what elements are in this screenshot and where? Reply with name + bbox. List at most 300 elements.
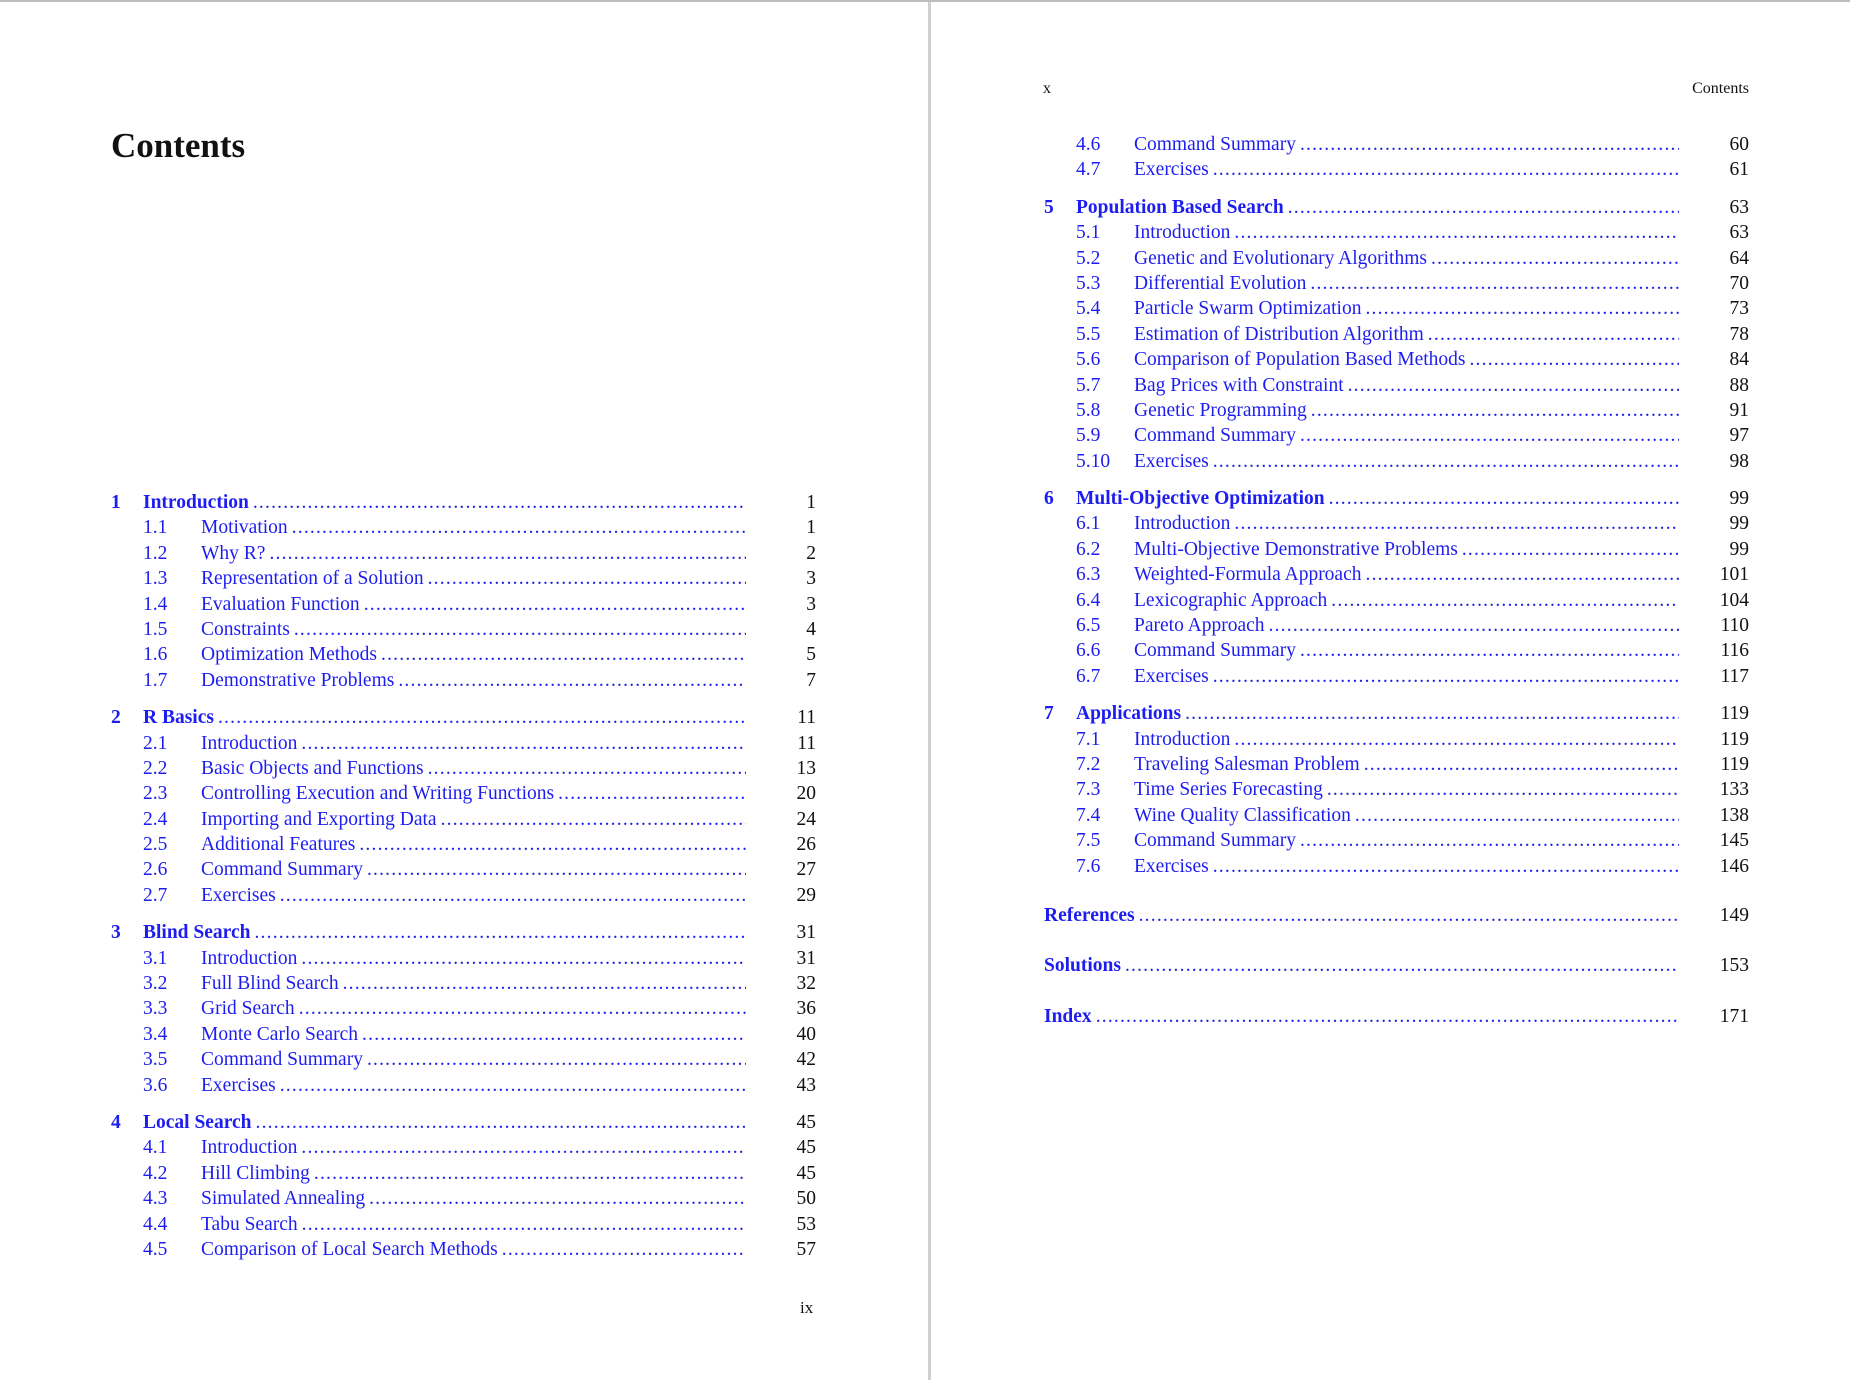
toc-entry-page: 84 [1729, 349, 1749, 371]
toc-entry-number: 2.3 [143, 783, 168, 805]
toc-entry-page: 97 [1729, 425, 1749, 447]
toc-section-entry[interactable] [1044, 664, 1749, 689]
toc-entry-number: 2.2 [143, 757, 168, 779]
toc-entry-page: 57 [796, 1238, 816, 1260]
toc-entry-page: 5 [806, 644, 816, 666]
dot-leader [367, 857, 746, 882]
toc-entry-title[interactable]: Differential Evolution [1134, 272, 1307, 294]
chapter-block [1044, 701, 1749, 879]
toc-entry-title[interactable]: Exercises [201, 884, 276, 906]
toc-section-entry[interactable] [111, 1022, 816, 1047]
dot-leader [1213, 449, 1679, 474]
toc-entry-number: 5.3 [1076, 272, 1101, 294]
toc-section-entry[interactable] [111, 592, 816, 617]
toc-section-entry[interactable] [111, 996, 816, 1021]
toc-entry-number: 4.5 [143, 1238, 168, 1260]
toc-section-entry[interactable] [1044, 562, 1749, 587]
toc-section-entry[interactable] [1044, 449, 1749, 474]
page-number-left: ix [800, 1298, 814, 1317]
toc-entry-page: 133 [1719, 779, 1749, 801]
toc-backmatter-entry[interactable] [1044, 953, 1749, 978]
toc-chapter-entry[interactable] [1044, 195, 1749, 220]
toc-section-entry[interactable] [111, 515, 816, 540]
toc-entry-title[interactable]: Introduction [1134, 513, 1231, 535]
backmatter-list [1044, 903, 1749, 1029]
toc-entry-number: 4.3 [143, 1188, 168, 1210]
toc-entry-number: 2 [111, 707, 121, 729]
toc-entry-title[interactable]: Introduction [201, 1137, 298, 1159]
dot-leader [367, 1047, 746, 1072]
toc-entry-title[interactable]: Why R? [201, 542, 266, 564]
toc-section-entry[interactable] [1044, 246, 1749, 271]
toc-entry-page: 42 [796, 1049, 816, 1071]
toc-entry-title[interactable]: Exercises [1134, 450, 1209, 472]
toc-entry-title[interactable]: Bag Prices with Constraint [1134, 374, 1344, 396]
toc-entry-page: 26 [796, 834, 816, 856]
toc-entry-title[interactable]: Solutions [1044, 955, 1121, 977]
dot-leader [1348, 373, 1679, 398]
toc-entry-page: 63 [1729, 196, 1749, 218]
toc-section-entry[interactable] [1044, 588, 1749, 613]
toc-entry-title[interactable]: Genetic and Evolutionary Algorithms [1134, 247, 1427, 269]
toc-section-entry[interactable] [1044, 347, 1749, 372]
toc-entry-title[interactable]: Particle Swarm Optimization [1134, 298, 1362, 320]
toc-entry-page: 60 [1729, 134, 1749, 155]
toc-chapter-entry[interactable] [111, 920, 816, 945]
toc-section-entry[interactable] [111, 566, 816, 591]
dot-leader [292, 515, 746, 540]
toc-entry-page: 43 [796, 1074, 816, 1096]
toc-entry-title[interactable]: Command Summary [1134, 425, 1296, 447]
toc-entry-number: 1.1 [143, 517, 168, 539]
toc-chapter-entry[interactable] [1044, 701, 1749, 726]
toc-entry-number: 7.6 [1076, 855, 1101, 877]
dot-leader [1234, 727, 1679, 752]
toc-entry-page: 4 [806, 618, 816, 640]
toc-entry-title[interactable]: Tabu Search [201, 1213, 298, 1235]
toc-entry-title[interactable]: Command Summary [1134, 830, 1296, 852]
dot-leader [1355, 803, 1679, 828]
dot-leader [1300, 828, 1679, 853]
dot-leader [1365, 296, 1679, 321]
toc-chapter-entry[interactable] [111, 1110, 816, 1135]
toc-entry-number: 2.1 [143, 732, 168, 754]
toc-entry-title[interactable]: Introduction [143, 492, 249, 513]
toc-entry-number: 2.6 [143, 859, 168, 881]
toc-entry-title[interactable]: Local Search [143, 1111, 252, 1133]
dot-leader [1288, 195, 1679, 220]
toc-entry-page: 99 [1729, 513, 1749, 535]
dot-leader [1327, 777, 1679, 802]
dot-leader [301, 946, 746, 971]
toc-entry-title[interactable]: Representation of a Solution [201, 568, 424, 590]
chapter-block [1044, 486, 1749, 689]
toc-entry-page: 11 [797, 707, 816, 729]
toc-entry-number: 7.5 [1076, 830, 1101, 852]
dot-leader [299, 996, 746, 1021]
toc-entry-number: 6.5 [1076, 615, 1101, 637]
toc-entry-title[interactable]: Hill Climbing [201, 1162, 310, 1184]
toc-entry-number: 6 [1044, 488, 1054, 510]
dot-leader [343, 971, 746, 996]
dot-leader [428, 756, 746, 781]
toc-entry-number: 6.7 [1076, 665, 1101, 687]
toc-entry-page: 99 [1729, 488, 1749, 510]
toc-entry-title[interactable]: Lexicographic Approach [1134, 589, 1328, 611]
toc-right-list [1044, 132, 1749, 1054]
toc-section-entry[interactable] [111, 1073, 816, 1098]
toc-entry-page: 153 [1719, 955, 1749, 977]
toc-entry-title[interactable]: Introduction [201, 947, 298, 969]
toc-entry-title[interactable]: Full Blind Search [201, 973, 339, 995]
toc-entry-title[interactable]: Traveling Salesman Problem [1134, 753, 1360, 775]
chapter-block [111, 705, 816, 908]
toc-section-entry[interactable] [1044, 613, 1749, 638]
toc-entry-page: 45 [796, 1162, 816, 1184]
toc-entry-page: 119 [1720, 728, 1749, 750]
dot-leader [441, 807, 746, 832]
toc-entry-page: 171 [1719, 1005, 1749, 1027]
toc-entry-title[interactable]: Exercises [1134, 665, 1209, 687]
toc-entry-page: 117 [1720, 665, 1749, 687]
toc-section-entry[interactable] [1044, 132, 1749, 157]
page-title: Contents [111, 126, 246, 165]
toc-entry-number: 6.3 [1076, 564, 1101, 586]
dot-leader [558, 781, 746, 806]
dot-leader [280, 883, 746, 908]
toc-entry-page: 145 [1719, 830, 1749, 852]
toc-entry-title[interactable]: Multi-Objective Optimization [1076, 488, 1325, 510]
toc-entry-page: 13 [796, 757, 816, 779]
toc-entry-number: 1.6 [143, 644, 168, 666]
chapter-block [1044, 195, 1749, 474]
toc-entry-title[interactable]: Evaluation Function [201, 593, 360, 615]
toc-entry-title[interactable]: Command Summary [1134, 640, 1296, 662]
toc-backmatter-entry[interactable] [1044, 1004, 1749, 1029]
toc-entry-number: 5.10 [1076, 450, 1111, 472]
toc-entry-title[interactable]: Wine Quality Classification [1134, 804, 1351, 826]
toc-entry-number: 3.3 [143, 998, 168, 1020]
toc-section-entry[interactable] [111, 781, 816, 806]
toc-section-entry[interactable] [111, 857, 816, 882]
toc-entry-page: 1 [806, 492, 816, 513]
toc-entry-page: 61 [1729, 159, 1749, 181]
toc-entry-page: 73 [1729, 298, 1749, 320]
toc-entry-number: 7.2 [1076, 753, 1101, 775]
toc-entry-page: 7 [806, 669, 816, 691]
toc-entry-page: 3 [806, 593, 816, 615]
dot-leader [1300, 423, 1679, 448]
dot-leader [1234, 220, 1679, 245]
dot-leader [398, 668, 746, 693]
toc-entry-page: 110 [1720, 615, 1749, 637]
toc-entry-page: 45 [796, 1137, 816, 1159]
toc-entry-number: 5.4 [1076, 298, 1101, 320]
toc-entry-title[interactable]: Introduction [201, 732, 298, 754]
chapter-block [111, 490, 816, 693]
toc-entry-number: 1.7 [143, 669, 168, 691]
toc-entry-page: 149 [1719, 904, 1749, 926]
toc-entry-page: 70 [1729, 272, 1749, 294]
toc-entry-title[interactable]: Multi-Objective Demonstrative Problems [1134, 538, 1458, 560]
dot-leader [359, 832, 746, 857]
toc-entry-title[interactable]: Estimation of Distribution Algorithm [1134, 323, 1424, 345]
toc-section-entry[interactable] [111, 1161, 816, 1186]
toc-section-entry[interactable] [1044, 511, 1749, 536]
dot-leader [294, 617, 746, 642]
toc-entry-number: 2.7 [143, 884, 168, 906]
toc-entry-title[interactable]: Simulated Annealing [201, 1188, 366, 1210]
toc-entry-title[interactable]: R Basics [143, 707, 214, 729]
toc-entry-title[interactable]: Weighted-Formula Approach [1134, 564, 1362, 586]
toc-section-entry[interactable] [111, 832, 816, 857]
toc-entry-page: 138 [1719, 804, 1749, 826]
toc-entry-page: 36 [796, 998, 816, 1020]
toc-section-entry[interactable] [1044, 777, 1749, 802]
toc-entry-title[interactable]: Basic Objects and Functions [201, 757, 424, 779]
toc-entry-page: 40 [796, 1023, 816, 1045]
toc-entry-number: 7.3 [1076, 779, 1101, 801]
toc-entry-title[interactable]: Additional Features [201, 834, 356, 856]
toc-entry-number: 4.4 [143, 1213, 168, 1235]
dot-leader [301, 1135, 746, 1160]
toc-entry-page: 32 [796, 973, 816, 995]
toc-section-entry[interactable] [1044, 752, 1749, 777]
toc-entry-title[interactable]: Pareto Approach [1134, 615, 1265, 637]
toc-entry-page: 45 [796, 1111, 816, 1133]
toc-entry-page: 116 [1720, 640, 1749, 662]
toc-entry-title[interactable]: References [1044, 904, 1135, 926]
toc-section-entry[interactable] [111, 668, 816, 693]
running-head-title: Contents [1692, 80, 1749, 97]
toc-entry-title[interactable]: Index [1044, 1005, 1092, 1027]
dot-leader [1364, 752, 1679, 777]
dot-leader [218, 705, 746, 730]
toc-section-entry[interactable] [111, 617, 816, 642]
toc-entry-page: 88 [1729, 374, 1749, 396]
toc-section-entry[interactable] [1044, 296, 1749, 321]
toc-section-entry[interactable] [111, 1212, 816, 1237]
toc-entry-page: 101 [1719, 564, 1749, 586]
toc-entry-number: 3.1 [143, 947, 168, 969]
toc-entry-number: 1.3 [143, 568, 168, 590]
toc-section-entry[interactable] [1044, 854, 1749, 879]
toc-entry-page: 11 [797, 732, 816, 754]
toc-entry-number: 6.2 [1076, 538, 1101, 560]
continued-sections [1044, 132, 1749, 183]
toc-entry-page: 2 [806, 542, 816, 564]
toc-section-entry[interactable] [111, 731, 816, 756]
toc-backmatter-entry[interactable] [1044, 903, 1749, 928]
toc-section-entry[interactable] [1044, 828, 1749, 853]
toc-entry-title[interactable]: Comparison of Population Based Methods [1134, 349, 1466, 371]
dot-leader [1213, 854, 1679, 879]
toc-section-entry[interactable] [1044, 423, 1749, 448]
toc-chapter-entry[interactable] [111, 490, 816, 515]
toc-entry-title[interactable]: Grid Search [201, 998, 295, 1020]
toc-entry-title[interactable]: Introduction [1134, 222, 1231, 244]
toc-section-entry[interactable] [111, 642, 816, 667]
toc-entry-title[interactable]: Demonstrative Problems [201, 669, 395, 691]
toc-entry-number: 3.4 [143, 1023, 168, 1045]
toc-entry-page: 31 [796, 922, 816, 944]
dot-leader [1300, 638, 1679, 663]
toc-section-entry[interactable] [111, 1237, 816, 1262]
toc-entry-title[interactable]: Time Series Forecasting [1134, 779, 1323, 801]
dot-leader [1213, 157, 1679, 182]
dot-leader [1139, 903, 1679, 928]
dot-leader [1125, 953, 1679, 978]
toc-entry-number: 1 [111, 492, 121, 513]
dot-leader [1310, 271, 1679, 296]
toc-entry-title[interactable]: Command Summary [201, 859, 363, 881]
toc-entry-page: 78 [1729, 323, 1749, 345]
toc-entry-number: 5.6 [1076, 349, 1101, 371]
toc-section-entry[interactable] [111, 756, 816, 781]
toc-section-entry[interactable] [1044, 322, 1749, 347]
toc-section-entry[interactable] [1044, 398, 1749, 423]
dot-leader [301, 731, 746, 756]
toc-entry-number: 4.6 [1076, 134, 1101, 155]
toc-entry-number: 5.9 [1076, 425, 1101, 447]
toc-entry-title[interactable]: Blind Search [143, 922, 251, 944]
toc-entry-page: 146 [1719, 855, 1749, 877]
toc-section-entry[interactable] [111, 883, 816, 908]
toc-entry-number: 6.1 [1076, 513, 1101, 535]
toc-section-entry[interactable] [1044, 638, 1749, 663]
dot-leader [253, 490, 746, 515]
toc-entry-title[interactable]: Optimization Methods [201, 644, 378, 666]
toc-chapter-entry[interactable] [111, 705, 816, 730]
toc-section-entry[interactable] [1044, 727, 1749, 752]
toc-entry-number: 5 [1044, 196, 1054, 218]
toc-entry-number: 4 [111, 1111, 121, 1133]
toc-entry-page: 119 [1720, 703, 1749, 725]
toc-section-entry[interactable] [111, 971, 816, 996]
toc-entry-page: 104 [1719, 589, 1749, 611]
toc-section-entry[interactable] [1044, 803, 1749, 828]
dot-leader [1431, 246, 1679, 271]
toc-entry-title[interactable]: Importing and Exporting Data [201, 808, 437, 830]
dot-leader [254, 920, 746, 945]
toc-entry-number: 1.5 [143, 618, 168, 640]
toc-entry-number: 6.6 [1076, 640, 1101, 662]
toc-entry-number: 5.7 [1076, 374, 1101, 396]
chapter-block [111, 920, 816, 1098]
toc-entry-number: 5.2 [1076, 247, 1101, 269]
toc-entry-page: 50 [796, 1188, 816, 1210]
toc-entry-page: 3 [806, 568, 816, 590]
toc-entry-number: 7.1 [1076, 728, 1101, 750]
toc-entry-number: 1.4 [143, 593, 168, 615]
toc-entry-title[interactable]: Exercises [1134, 855, 1209, 877]
toc-entry-page: 24 [796, 808, 816, 830]
toc-entry-number: 1.2 [143, 542, 168, 564]
toc-entry-number: 3 [111, 922, 121, 944]
toc-entry-number: 2.5 [143, 834, 168, 856]
toc-entry-title[interactable]: Motivation [201, 517, 288, 539]
toc-entry-page: 31 [796, 947, 816, 969]
toc-entry-number: 7.4 [1076, 804, 1101, 826]
toc-entry-title[interactable]: Exercises [201, 1074, 276, 1096]
toc-entry-title[interactable]: Command Summary [201, 1049, 363, 1071]
toc-entry-number: 4.7 [1076, 159, 1101, 181]
dot-leader [1300, 132, 1679, 157]
toc-entry-page: 64 [1729, 247, 1749, 269]
toc-entry-title[interactable]: Population Based Search [1076, 196, 1284, 218]
toc-section-entry[interactable] [111, 1186, 816, 1211]
dot-leader [1269, 613, 1679, 638]
toc-entry-title[interactable]: Exercises [1134, 159, 1209, 181]
toc-section-entry[interactable] [111, 541, 816, 566]
left-page [0, 2, 928, 1380]
toc-entry-page: 119 [1720, 753, 1749, 775]
dot-leader [428, 566, 746, 591]
dot-leader [1366, 562, 1680, 587]
toc-section-entry[interactable] [1044, 220, 1749, 245]
dot-leader [314, 1161, 746, 1186]
toc-entry-title[interactable]: Genetic Programming [1134, 399, 1307, 421]
dot-leader [369, 1186, 746, 1211]
toc-entry-number: 7 [1044, 703, 1054, 725]
toc-entry-page: 98 [1729, 450, 1749, 472]
dot-leader [1428, 322, 1679, 347]
toc-entry-number: 5.5 [1076, 323, 1101, 345]
dot-leader [256, 1110, 746, 1135]
toc-entry-page: 29 [796, 884, 816, 906]
toc-section-entry[interactable] [1044, 373, 1749, 398]
right-chapters [1044, 195, 1749, 879]
toc-section-entry[interactable] [111, 1047, 816, 1072]
toc-entry-page: 63 [1729, 222, 1749, 244]
dot-leader [280, 1073, 746, 1098]
dot-leader [1185, 701, 1679, 726]
toc-entry-number: 3.5 [143, 1049, 168, 1071]
toc-entry-page: 27 [796, 859, 816, 881]
chapter-block [111, 1110, 816, 1262]
toc-chapter-entry[interactable] [1044, 486, 1749, 511]
toc-entry-title[interactable]: Applications [1076, 703, 1182, 725]
dot-leader [1213, 664, 1679, 689]
dot-leader [364, 592, 746, 617]
toc-entry-title[interactable]: Monte Carlo Search [201, 1023, 359, 1045]
dot-leader [502, 1237, 746, 1262]
toc-entry-title[interactable]: Command Summary [1134, 134, 1296, 155]
toc-section-entry[interactable] [111, 946, 816, 971]
toc-entry-page: 1 [806, 517, 816, 539]
toc-entry-title[interactable]: Comparison of Local Search Methods [201, 1238, 498, 1260]
toc-entry-number: 6.4 [1076, 589, 1101, 611]
toc-entry-title[interactable]: Controlling Execution and Writing Functions [201, 783, 555, 805]
toc-entry-number: 5.8 [1076, 399, 1101, 421]
page-number-right: x [1043, 80, 1051, 97]
dot-leader [1469, 347, 1679, 372]
toc-entry-number: 3.2 [143, 973, 168, 995]
dot-leader [1234, 511, 1679, 536]
toc-entry-number: 5.1 [1076, 222, 1101, 244]
toc-entry-title[interactable]: Introduction [1134, 728, 1231, 750]
toc-section-entry[interactable] [111, 807, 816, 832]
toc-section-entry[interactable] [1044, 157, 1749, 182]
toc-entry-title[interactable]: Constraints [201, 618, 290, 640]
toc-entry-page: 99 [1729, 538, 1749, 560]
dot-leader [1462, 537, 1679, 562]
toc-section-entry[interactable] [111, 1135, 816, 1160]
toc-left-list [111, 490, 816, 1274]
toc-section-entry[interactable] [1044, 271, 1749, 296]
toc-entry-page: 20 [796, 783, 816, 805]
toc-section-entry[interactable] [1044, 537, 1749, 562]
